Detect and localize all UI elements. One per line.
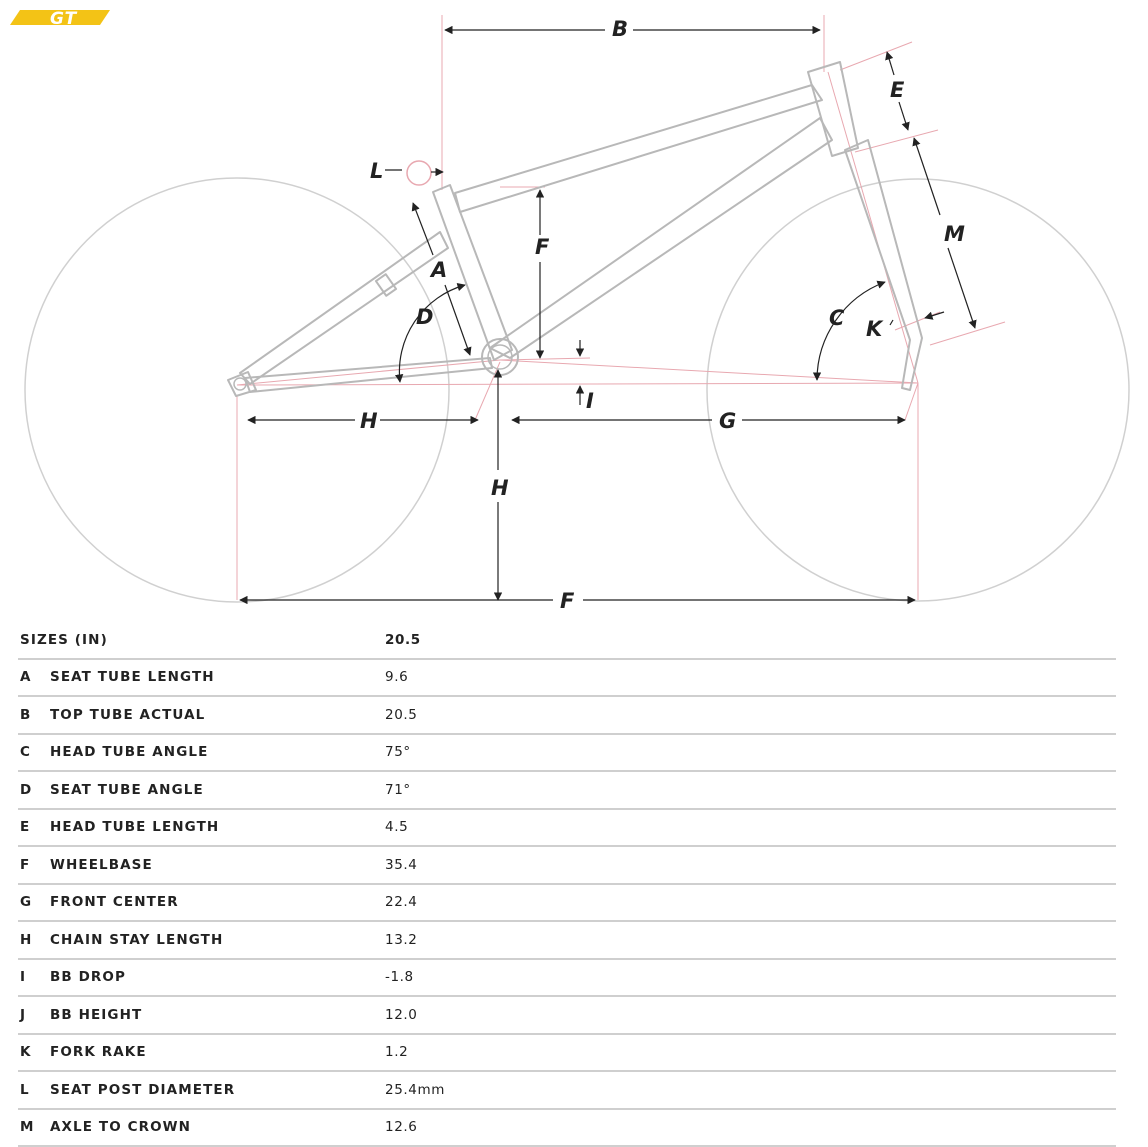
row-value: -1.8 [385, 969, 414, 985]
table-row [18, 922, 1116, 960]
sizes-label: SIZES (IN) [20, 632, 108, 648]
row-name: AXLE TO CROWN [50, 1119, 191, 1135]
row-letter: L [20, 1082, 29, 1098]
table-row [18, 1110, 1116, 1147]
row-letter: E [20, 819, 29, 835]
row-name: FRONT CENTER [50, 894, 179, 910]
row-letter: H [20, 932, 31, 948]
dim-label-k: K [866, 317, 884, 341]
row-name: BB DROP [50, 969, 126, 985]
row-letter: I [20, 969, 25, 985]
dim-label-h-bb: H [491, 476, 509, 500]
table-row [18, 847, 1116, 885]
guide-lines [237, 15, 1005, 600]
dim-label-c: C [829, 306, 845, 330]
row-name: TOP TUBE ACTUAL [50, 707, 205, 723]
row-value: 1.2 [385, 1044, 408, 1060]
row-letter: D [20, 782, 31, 798]
table-row [18, 810, 1116, 848]
table-header-row [18, 622, 1116, 660]
row-value: 22.4 [385, 894, 417, 910]
table-row [18, 697, 1116, 735]
row-value: 71° [385, 782, 411, 798]
bike-frame [228, 62, 922, 396]
dim-label-f-wheelbase: F [560, 589, 575, 612]
dim-label-e: E [890, 78, 905, 102]
row-value: 25.4mm [385, 1082, 445, 1098]
dim-label-h-chainstay: H [360, 409, 378, 433]
brake-mount [376, 274, 396, 296]
fork [845, 140, 922, 390]
row-letter: B [20, 707, 30, 723]
geometry-table [18, 622, 1116, 1147]
table-row [18, 885, 1116, 923]
table-row [18, 1035, 1116, 1073]
table-row [18, 772, 1116, 810]
row-name: HEAD TUBE LENGTH [50, 819, 219, 835]
size-value: 20.5 [385, 632, 421, 648]
row-value: 9.6 [385, 669, 408, 685]
row-name: SEAT POST DIAMETER [50, 1082, 235, 1098]
row-name: SEAT TUBE LENGTH [50, 669, 215, 685]
table-row [18, 735, 1116, 773]
row-value: 75° [385, 744, 411, 760]
table-row [18, 997, 1116, 1035]
table-row [18, 660, 1116, 698]
dim-label-g: G [719, 409, 736, 433]
row-letter: M [20, 1119, 33, 1135]
row-value: 12.0 [385, 1007, 417, 1023]
dim-label-i: I [586, 389, 594, 413]
seat-post-circle [407, 161, 431, 185]
dim-label-a: A [429, 258, 447, 282]
top-tube [455, 85, 822, 212]
row-name: FORK RAKE [50, 1044, 147, 1060]
row-name: HEAD TUBE ANGLE [50, 744, 208, 760]
row-value: 4.5 [385, 819, 408, 835]
row-name: BB HEIGHT [50, 1007, 142, 1023]
dim-label-d: D [416, 305, 433, 329]
row-value: 20.5 [385, 707, 417, 723]
row-value: 35.4 [385, 857, 417, 873]
dim-label-l: L [370, 159, 383, 183]
row-value: 13.2 [385, 932, 417, 948]
row-letter: G [20, 894, 31, 910]
row-letter: A [20, 669, 30, 685]
row-value: 12.6 [385, 1119, 417, 1135]
row-letter: K [20, 1044, 30, 1060]
row-letter: C [20, 744, 30, 760]
table-row [18, 960, 1116, 998]
dim-label-f-vertical: F [535, 235, 550, 259]
table-row [18, 1072, 1116, 1110]
row-letter: F [20, 857, 29, 873]
gt-logo-text: GT [50, 9, 78, 29]
dim-label-b: B [612, 17, 628, 41]
row-letter: J [20, 1007, 25, 1023]
table-rows [18, 660, 1116, 1147]
row-name: SEAT TUBE ANGLE [50, 782, 204, 798]
head-tube [808, 62, 858, 156]
dim-label-m: M [944, 222, 965, 246]
row-name: CHAIN STAY LENGTH [50, 932, 223, 948]
gt-logo [10, 9, 110, 29]
row-name: WHEELBASE [50, 857, 153, 873]
